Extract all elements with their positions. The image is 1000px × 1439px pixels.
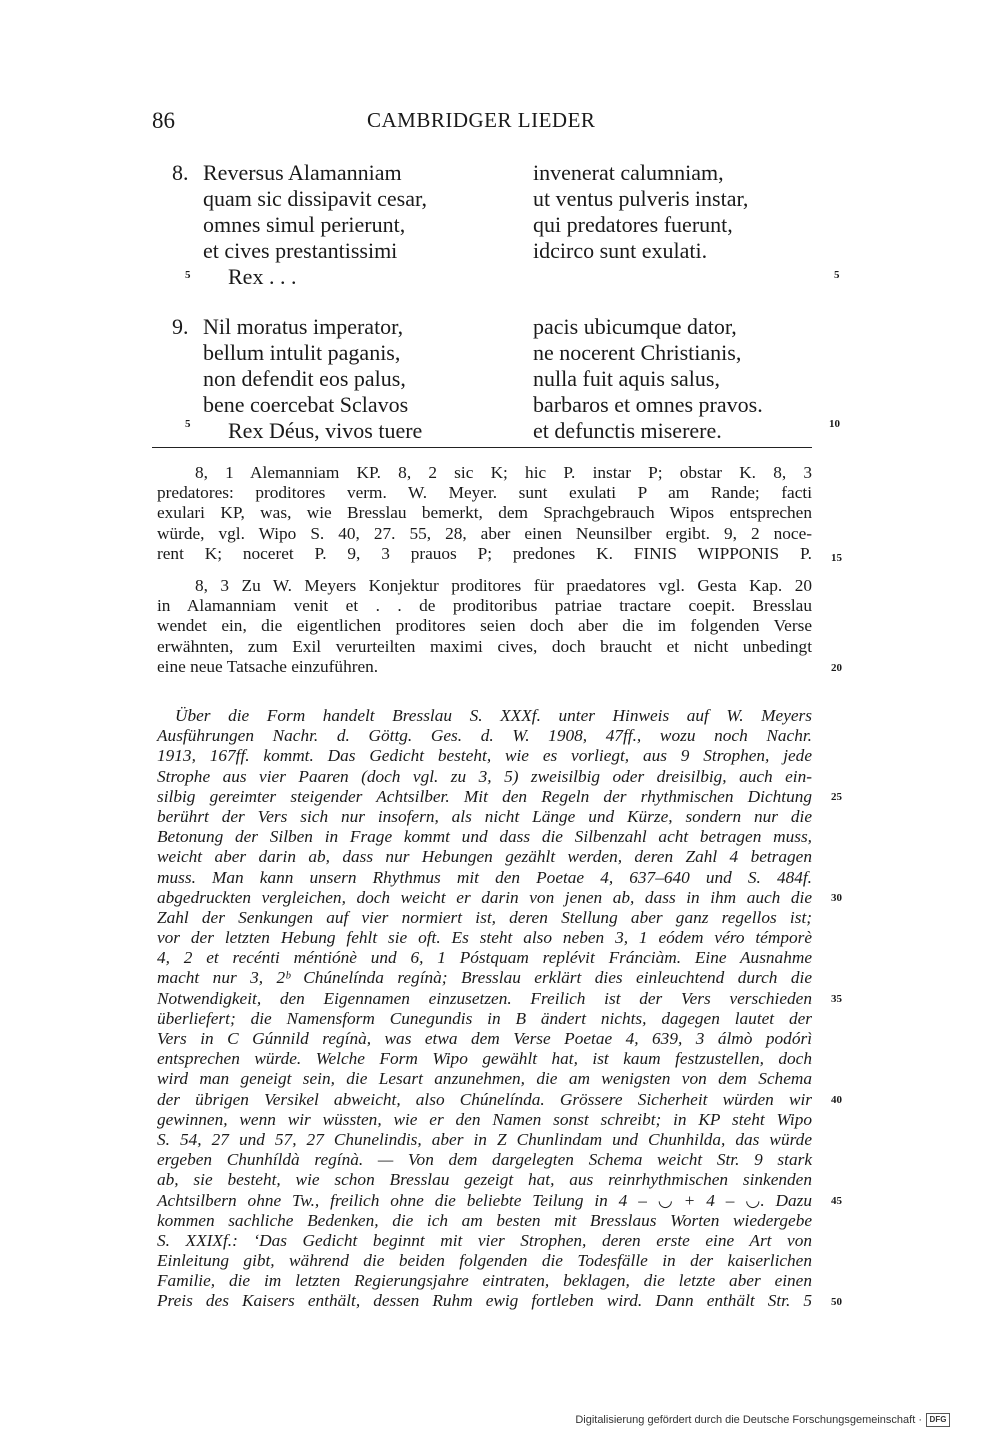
verse-line: Rex Déus, vivos tuere [228, 418, 423, 443]
commentary-line: weicht aber darin ab, dass nur Hebungen gezählt werden, deren Zahl 4 betragen [157, 847, 812, 867]
line-number: 40 [831, 1093, 842, 1106]
commentary-line: Vers in C Gúnnild regínà, was etwa dem Verse Poetae 4, 639, 3 álmò podórì [157, 1029, 812, 1048]
note-line: 8, 3 Zu W. Meyers Konjektur proditores für praedatores vgl. Gesta Kap. 20 [195, 576, 812, 595]
verse-line: idcirco sunt exulati. [533, 238, 708, 263]
verse-line: qui predatores fuerunt, [533, 212, 733, 237]
verse-line: barbaros et omnes pravos. [533, 392, 763, 417]
verse-line: quam sic dissipavit cesar, [203, 186, 427, 211]
commentary-line: berührt der Vers sich nur insofern, als nicht Länge und Kürze, sondern nur die [157, 806, 812, 826]
verse-line: et defunctis miserere. [533, 418, 722, 443]
commentary-line: S. XXIXf.: ‘Das Gedicht beginnt mit vier Strophen, deren erste eine Art von [157, 1230, 812, 1250]
commentary-line: 1913, 167ff. kommt. Das Gedicht besteht, wie es vorliegt, aus 9 Strophen, jede [157, 746, 812, 766]
verse-line: non defendit eos palus, [203, 366, 406, 391]
verse-line: bellum intulit paganis, [203, 340, 401, 365]
line-number: 25 [831, 790, 842, 803]
commentary-line: Über die Form handelt Bresslau S. XXXf. unter Hinweis auf W. Meyers [175, 706, 812, 725]
critical-apparatus [157, 463, 812, 564]
commentary-line: ab, sie besteht, wie schon Bresslau gezeigt hat, aus reinrhythmischen sinkenden [157, 1170, 812, 1190]
stanza-right-column [533, 160, 748, 264]
commentary-line: Betonung der Silben in Frage kommt und dass die Silbenzahl acht betragen muss, [157, 827, 812, 847]
commentary-line: Familie, die im letzten Regierungsjahre eintraten, beklagen, die letzte aber einen [157, 1271, 812, 1291]
line-number: 5 [185, 418, 191, 430]
verse-line: pacis ubicumque dator, [533, 314, 737, 339]
textual-note [157, 576, 812, 677]
verse-line: omnes simul perierunt, [203, 212, 406, 237]
verse-line: bene coercebat Sclavos [203, 392, 409, 417]
commentary-line: Zahl der Senkungen auf vier normiert ist, deren Stellung aber ganz regellos ist; [157, 907, 812, 927]
apparatus-line: rent K; noceret P. 9, 3 prauos P; predones K. FINIS WIPPONIS P. [157, 543, 812, 563]
stanza-number: 8. [172, 160, 189, 185]
note-line: erwähnten, zum Exil verurteilten maximi cives, doch braucht et nicht unbedingt [157, 636, 812, 656]
verse-line: invenerat calumniam, [533, 160, 724, 185]
verse-line: ut ventus pulveris instar, [533, 186, 749, 211]
commentary-line: S. 54, 27 und 57, 27 Chunelindis, aber in Z Chunlindam und Chunhilda, das würde [157, 1129, 812, 1149]
commentary-line: 4, 2 et recénti méntiónè und 6, 1 Póstquam replévit Fránciàm. Eine Ausnahme [157, 948, 812, 968]
line-number: 45 [831, 1194, 842, 1207]
line-number: 30 [831, 891, 842, 904]
verse-line: et cives prestantissimi [203, 238, 398, 263]
line-number: 35 [831, 992, 842, 1005]
line-number: 50 [831, 1295, 842, 1308]
verse-line: nulla fuit aquis salus, [533, 366, 720, 391]
apparatus-line: predatores: proditores verm. W. Meyer. sunt exulati P am Rande; facti [157, 483, 812, 503]
commentary-line: Achtsilbern ohne Tw., freilich ohne die beliebte Teilung in 4 – ◡ + 4 – ◡. Dazu [157, 1190, 812, 1210]
footer-credit [575, 1413, 950, 1427]
stanza-number: 9. [172, 314, 189, 339]
note-line: in Alamanniam venit et . . de proditoribus patriae tractare coepit. Bresslau [157, 596, 812, 616]
apparatus-line: würde, vgl. Wipo S. 40, 27. 55, 28, aber einen Neunsilber ergibt. 9, 2 noce- [157, 523, 812, 543]
note-line: eine neue Tatsache einzuführen. [157, 656, 379, 676]
commentary-line: Einleitung gibt, während die beiden folgenden die Todesfälle in der kaiserlichen [157, 1251, 812, 1271]
verse-line: Nil moratus imperator, [203, 314, 404, 339]
commentary-line: Strophe aus vier Paaren (doch vgl. zu 3, 5) zweisilbig oder dreisilbig, auch ein- [157, 766, 812, 786]
apparatus-line: 8, 1 Alemanniam KP. 8, 2 sic K; hic P. instar P; obstar K. 8, 3 [195, 463, 812, 482]
dfg-logo: DFG [926, 1413, 950, 1427]
stanza-right-column [533, 314, 763, 444]
running-title: CAMBRIDGER LIEDER [367, 108, 596, 132]
commentary-line: Notwendigkeit, den Eigennamen einzusetzen. Freilich ist der Vers verschieden [157, 988, 812, 1008]
commentary-line: der übrigen Versikel abweicht, also Chúnelínda. Grössere Sicherheit würden wir [157, 1089, 812, 1109]
verse-line: Reversus Alamanniam [203, 160, 402, 185]
verse-line: Rex . . . [228, 264, 297, 289]
commentary-line: gewinnen, wenn wir wüssten, wie er den Namen sonst schreibt; in KP steht Wipo [157, 1109, 812, 1129]
line-number: 20 [831, 662, 842, 674]
commentary-line: vor der letzten Hebung fehlt sie oft. Es steht also neben 3, 1 eódem véro témporè [157, 928, 812, 948]
commentary-line: entsprechen würde. Welche Form Wipo gewählt hat, ist kaum festzustellen, doch [157, 1049, 812, 1069]
commentary-line: kommen sachliche Bedenken, die ich am besten mit Bresslaus Worten wiedergebe [157, 1210, 812, 1230]
line-number: 10 [829, 418, 840, 430]
verse-line: ne nocerent Christianis, [533, 340, 742, 365]
commentary-line: Preis des Kaisers enthält, dessen Ruhm ewig fortleben wird. Dann enthält Str. 5 [157, 1291, 812, 1311]
line-number: 5 [834, 269, 840, 281]
footer-text: Digitalisierung gefördert durch die Deutsche Forschungsgemeinschaft · [575, 1413, 922, 1426]
divider-rule [152, 447, 812, 448]
commentary-line: abgedruckten vergleichen, doch weicht er darin von jenen ab, dass in ihm auch die [157, 887, 812, 907]
commentary [157, 706, 812, 1312]
commentary-line: überliefert; die Namensform Cunegundis in B ändert nichts, dagegen lautet der [157, 1008, 812, 1028]
commentary-line: muss. Man kann unsern Rhythmus mit den Poetae 4, 637–640 und S. 484f. [157, 867, 812, 887]
line-number: 5 [185, 269, 191, 281]
commentary-line: silbig gereimter steigender Achtsilber. Mit den Regeln der rhythmischen Dichtung [157, 786, 812, 806]
page-number: 86 [152, 108, 175, 133]
commentary-line: Ausführungen Nachr. d. Göttg. Ges. d. W. 1908, 47ff., wozu noch Nachr. [157, 726, 812, 746]
commentary-line: ergeben Chunhíldà regínà. — Von dem dargelegten Schema weicht Str. 9 stark [157, 1150, 812, 1170]
note-line: wendet ein, die eigentlichen proditores seien doch aber die im folgenden Verse [157, 616, 812, 636]
commentary-line: wird man geneigt sein, die Lesart anzunehmen, die am wenigsten von dem Schema [157, 1069, 812, 1089]
stanza-left-column [203, 314, 422, 444]
apparatus-line: exulari KP, was, wie Bresslau bemerkt, dem Sprachgebrauch Wipos entsprechen [157, 503, 812, 523]
stanza-left-column [203, 160, 427, 290]
line-number: 15 [831, 552, 842, 564]
commentary-line: macht nur 3, 2ᵇ Chúnelínda regínà; Bresslau erklärt dies einleuchtend durch die [157, 968, 812, 988]
